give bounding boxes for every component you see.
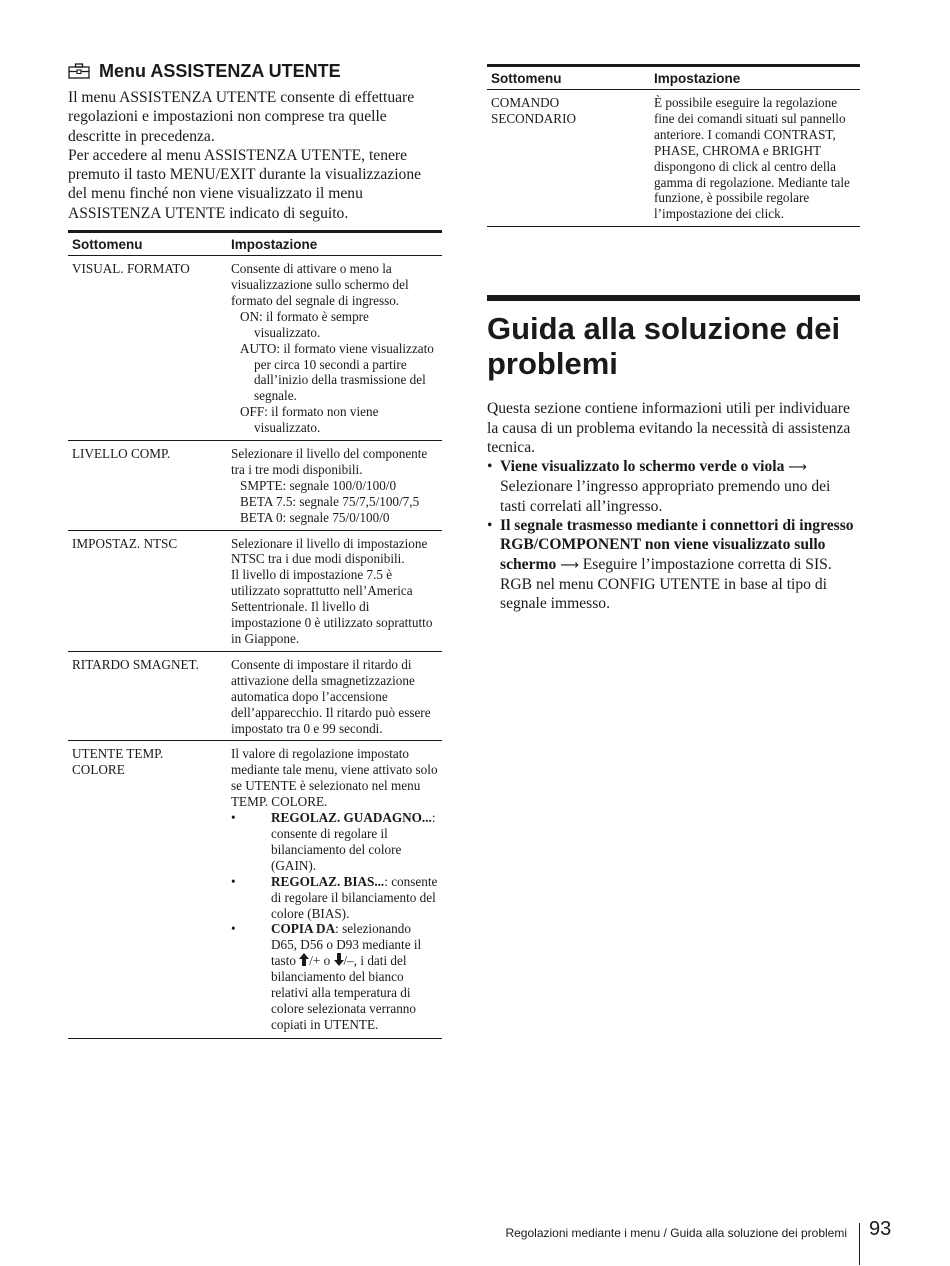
bullet-text: : consente di regolare il bilanciamento del colore (GAIN). — [271, 810, 436, 873]
submenu-name-line-2: COLORE — [72, 762, 125, 778]
submenu-setting: È possibile eseguire la regolazione fine dei comandi situati sul pannello anteriore. I comandi CONTRAST, PHASE, CHROMA e BRIGHT dispongono di click al centro della gamma di regolazione. Mediante tale funzione, è possibile regolare l’impostazione dei click. — [650, 90, 860, 227]
submenu-name — [487, 90, 650, 227]
submenu-name: RITARDO SMAGNET. — [68, 651, 227, 741]
problem-title: Viene visualizzato lo schermo verde o viola — [500, 458, 785, 476]
bullet-text: /–, i dati del bilanciamento del bianco relativi alla temperatura di colore selezionata verranno copiati in UTENTE. — [271, 953, 416, 1032]
section-rule — [487, 295, 860, 301]
problem-title: Il segnale trasmesso mediante i connettori di ingresso RGB/COMPONENT non viene visualizzato sullo schermo — [500, 517, 854, 573]
bullet-text: : selezionando D65, D56 o D93 mediante il tasto — [271, 921, 422, 969]
table-row — [68, 530, 442, 651]
header-sottomenu: Sottomenu — [68, 232, 227, 256]
option-auto: AUTO: il formato viene visualizzato per circa 10 secondi a partire dall’inizio della trasmissione del segnale. — [240, 340, 434, 404]
submenu-setting — [227, 741, 442, 1038]
submenu-table — [68, 230, 442, 1039]
bullet-text: : consente di regolare il bilanciamento del colore (BIAS). — [271, 873, 438, 921]
table-row — [68, 441, 442, 531]
setting-desc: Selezionare il livello di impostazione NTSC tra i due modi disponibili. — [231, 535, 428, 567]
submenu-name-line-1: UTENTE TEMP. — [72, 746, 164, 762]
header-sottomenu: Sottomenu — [487, 66, 650, 90]
arrow-right-icon: ⟶ — [560, 557, 579, 573]
submenu-name — [68, 741, 227, 1038]
down-arrow-icon — [334, 953, 344, 966]
option-off: OFF: il formato non viene visualizzato. — [240, 404, 379, 436]
bullet-item: • REGOLAZ. GUADAGNO...: consente di regolare il bilanciamento del colore (GAIN). — [231, 810, 436, 873]
submenu-setting — [227, 530, 442, 651]
option-smpte: SMPTE: segnale 100/0/100/0 — [240, 477, 397, 493]
submenu-name: IMPOSTAZ. NTSC — [68, 530, 227, 651]
table-row — [68, 741, 442, 1038]
submenu-name: LIVELLO COMP. — [68, 441, 227, 531]
setting-desc: Consente di attivare o meno la visualizzazione sullo schermo del formato del segnale di ingresso. — [231, 261, 409, 308]
problem-item: • Viene visualizzato lo schermo verde o viola ⟶ Selezionare l’ingresso appropriato premendo uno dei tasti correlati all’ingresso. — [487, 458, 831, 515]
table-header-row — [68, 232, 442, 256]
bullet-bold: COPIA DA — [271, 921, 336, 937]
toolbox-icon — [68, 63, 90, 79]
right-column — [487, 64, 860, 614]
page-number: 93 — [869, 1218, 892, 1240]
bullet-bold: REGOLAZ. BIAS... — [271, 873, 385, 889]
footer-text: Regolazioni mediante i menu / Guida alla soluzione dei problemi — [505, 1226, 847, 1240]
submenu-table-continued — [487, 64, 860, 227]
submenu-name: VISUAL. FORMATO — [68, 256, 227, 441]
table-row — [487, 90, 860, 227]
section-title-text: Menu ASSISTENZA UTENTE — [99, 61, 341, 81]
bullet-text: /+ o — [309, 953, 334, 969]
left-column — [68, 60, 442, 1039]
bullet-item: • COPIA DA: selezionando D65, D56 o D93 mediante il tasto /+ o /–, i dati del bilanciamento del bianco relativi alla temperatura di colore selezionata verranno copiati in UTENTE. — [231, 921, 422, 1032]
option-beta-75: BETA 7.5: segnale 75/7,5/100/7,5 — [240, 493, 420, 509]
submenu-name-line-2: SECONDARIO — [491, 110, 576, 126]
problem-solution: Selezionare l’ingresso appropriato premendo uno dei tasti correlati all’ingresso. — [500, 478, 831, 515]
problem-solution: Eseguire l’impostazione corretta di SIS. RGB nel menu CONFIG UTENTE in base al tipo di segnale immesso. — [500, 555, 832, 613]
bullet-bold: REGOLAZ. GUADAGNO... — [271, 810, 432, 826]
guide-title: Guida alla soluzione dei problemi — [487, 311, 841, 382]
intro-paragraph-2: Per accedere al menu ASSISTENZA UTENTE, tenere premuto il tasto MENU/EXIT durante la visualizzazione del menu finché non viene visualizzato il menu ASSISTENZA UTENTE indicato di seguito. — [68, 146, 422, 222]
problem-item: • Il segnale trasmesso mediante i connettori di ingresso RGB/COMPONENT non viene visualizzato sullo schermo ⟶ Eseguire l’impostazione corretta di SIS. RGB nel menu CONFIG UTENTE in base al tipo di segnale immesso. — [487, 517, 854, 613]
submenu-setting — [227, 256, 442, 441]
submenu-setting — [227, 441, 442, 531]
arrow-right-icon: ⟶ — [788, 460, 807, 476]
up-arrow-icon — [299, 953, 309, 966]
option-beta-0: BETA 0: segnale 75/0/100/0 — [240, 509, 390, 525]
table-header-row — [487, 66, 860, 90]
header-impostazione: Impostazione — [650, 66, 860, 90]
header-impostazione: Impostazione — [227, 232, 442, 256]
option-on: ON: il formato è sempre visualizzato. — [240, 308, 369, 340]
setting-desc-2: Il livello di impostazione 7.5 è utilizzato soprattutto nell’America Settentrionale. Il livello di impostazione 0 è utilizzato soprattutto in Giappone. — [231, 567, 433, 647]
setting-desc: Selezionare il livello del componente tra i tre modi disponibili. — [231, 446, 428, 477]
submenu-setting: Consente di impostare il ritardo di attivazione della smagnetizzazione automatica dopo l’accensione dell’apparecchio. Il ritardo può essere impostato tra 0 e 99 secondi. — [227, 651, 442, 741]
submenu-name-line-1: COMANDO — [491, 95, 560, 110]
setting-desc: Il valore di regolazione impostato mediante tale menu, viene attivato solo se UTENTE è selezionato nel menu TEMP. COLORE. — [231, 746, 438, 810]
intro-paragraph: Il menu ASSISTENZA UTENTE consente di effettuare regolazioni e impostazioni non comprese tra quelle descritte in precedenza. — [68, 89, 415, 145]
footer-divider — [859, 1223, 860, 1265]
section-title — [68, 60, 442, 82]
table-row — [68, 651, 442, 741]
table-row — [68, 256, 442, 441]
guide-intro: Questa sezione contiene informazioni utili per individuare la causa di un problema evitando la necessità di assistenza tecnica. — [487, 400, 851, 456]
bullet-item: • REGOLAZ. BIAS...: consente di regolare il bilanciamento del colore (BIAS). — [231, 873, 438, 921]
